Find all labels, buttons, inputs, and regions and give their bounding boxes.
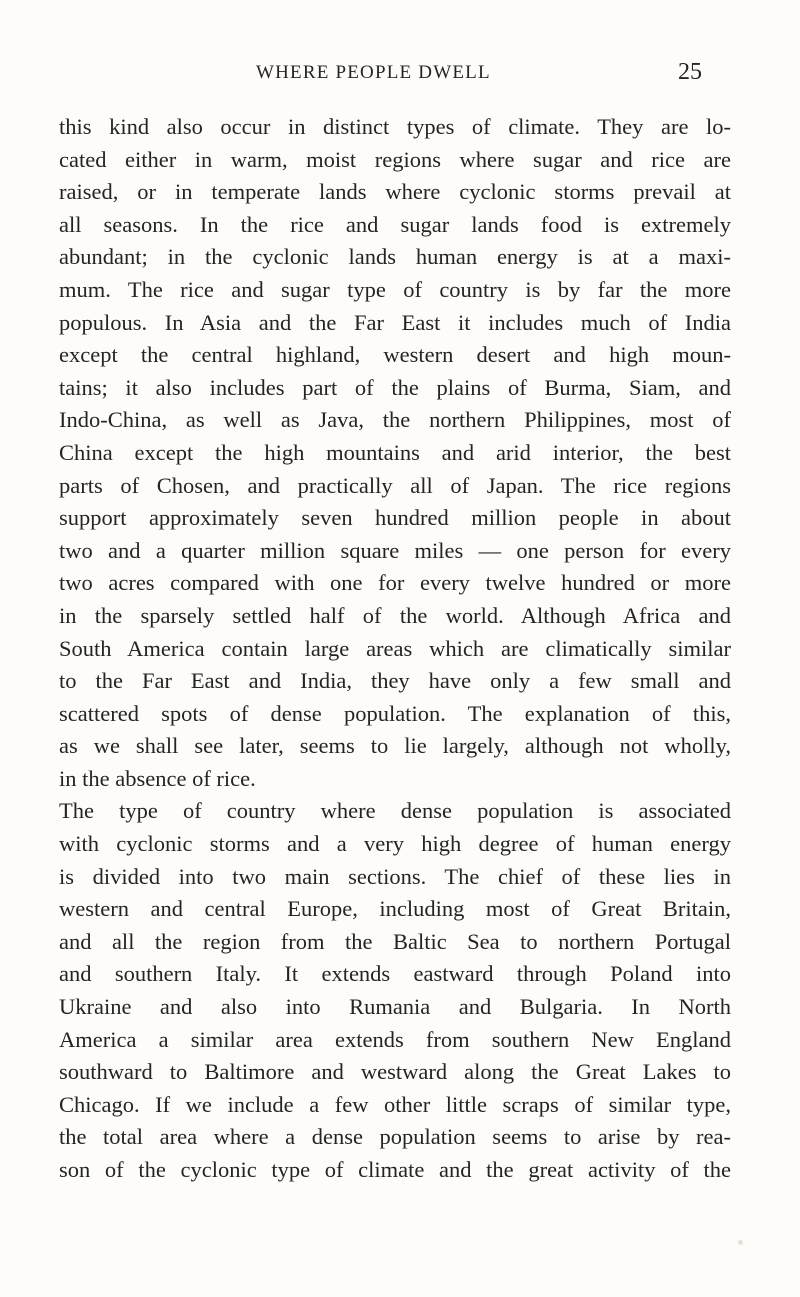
text-line: two and a quarter million square miles — one person for every: [59, 537, 731, 563]
text-line: western and central Europe, including most of Great Britain,: [59, 896, 731, 922]
text-line: scattered spots of dense population. The explanation of this,: [59, 700, 731, 726]
text-line: except the central highland, western desert and high moun-: [59, 342, 731, 368]
text-line: with cyclonic storms and a very high degree of human energy: [59, 831, 731, 857]
text-line: tains; it also includes part of the plains of Burma, Siam, and: [59, 374, 731, 400]
text-line: China except the high mountains and arid interior, the best: [59, 439, 731, 465]
text-line: America a similar area extends from southern New England: [59, 1026, 731, 1052]
text-line: parts of Chosen, and practically all of Japan. The rice regions: [59, 472, 731, 498]
text-line: Indo-China, as well as Java, the northern Philippines, most of: [59, 407, 731, 433]
text-line: mum. The rice and sugar type of country is by far the more: [59, 276, 731, 302]
text-line: South America contain large areas which are climatically similar: [59, 635, 731, 661]
text-line: as we shall see later, seems to lie largely, although not wholly,: [59, 733, 731, 759]
paper-speck: [738, 1240, 743, 1245]
text-line: and all the region from the Baltic Sea to northern Portugal: [59, 928, 731, 954]
text-line: and southern Italy. It extends eastward through Poland into: [59, 961, 731, 987]
text-line: son of the cyclonic type of climate and the great activity of the: [59, 1157, 731, 1182]
text-line: cated either in warm, moist regions where sugar and rice are: [59, 146, 731, 172]
paragraph-end-line: in the absence of rice.: [59, 765, 256, 791]
text-line: in the sparsely settled half of the world. Although Africa and: [59, 602, 731, 628]
text-line: Ukraine and also into Rumania and Bulgaria. In North: [59, 994, 731, 1020]
body-text: [59, 111, 731, 1187]
page-number: 25: [678, 59, 702, 85]
text-line: this kind also occur in distinct types of climate. They are lo-: [59, 114, 731, 139]
text-line: all seasons. In the rice and sugar lands food is extremely: [59, 211, 731, 237]
text-line: abundant; in the cyclonic lands human energy is at a maxi-: [59, 244, 731, 270]
text-line: Chicago. If we include a few other little scraps of similar type,: [59, 1091, 731, 1117]
text-line: two acres compared with one for every twelve hundred or more: [59, 570, 731, 596]
text-line: raised, or in temperate lands where cyclonic storms prevail at: [59, 179, 731, 205]
text-line: the total area where a dense population seems to arise by rea-: [59, 1124, 731, 1150]
paragraph-start-line: The type of country where dense population is associated: [59, 798, 731, 824]
running-head: [0, 59, 800, 94]
text-line: to the Far East and India, they have only a few small and: [59, 668, 731, 694]
text-line: southward to Baltimore and westward along the Great Lakes to: [59, 1059, 731, 1085]
text-line: support approximately seven hundred million people in about: [59, 505, 731, 531]
text-line: is divided into two main sections. The chief of these lies in: [59, 863, 731, 889]
running-title: WHERE PEOPLE DWELL: [256, 62, 491, 83]
text-line: populous. In Asia and the Far East it includes much of India: [59, 309, 731, 335]
